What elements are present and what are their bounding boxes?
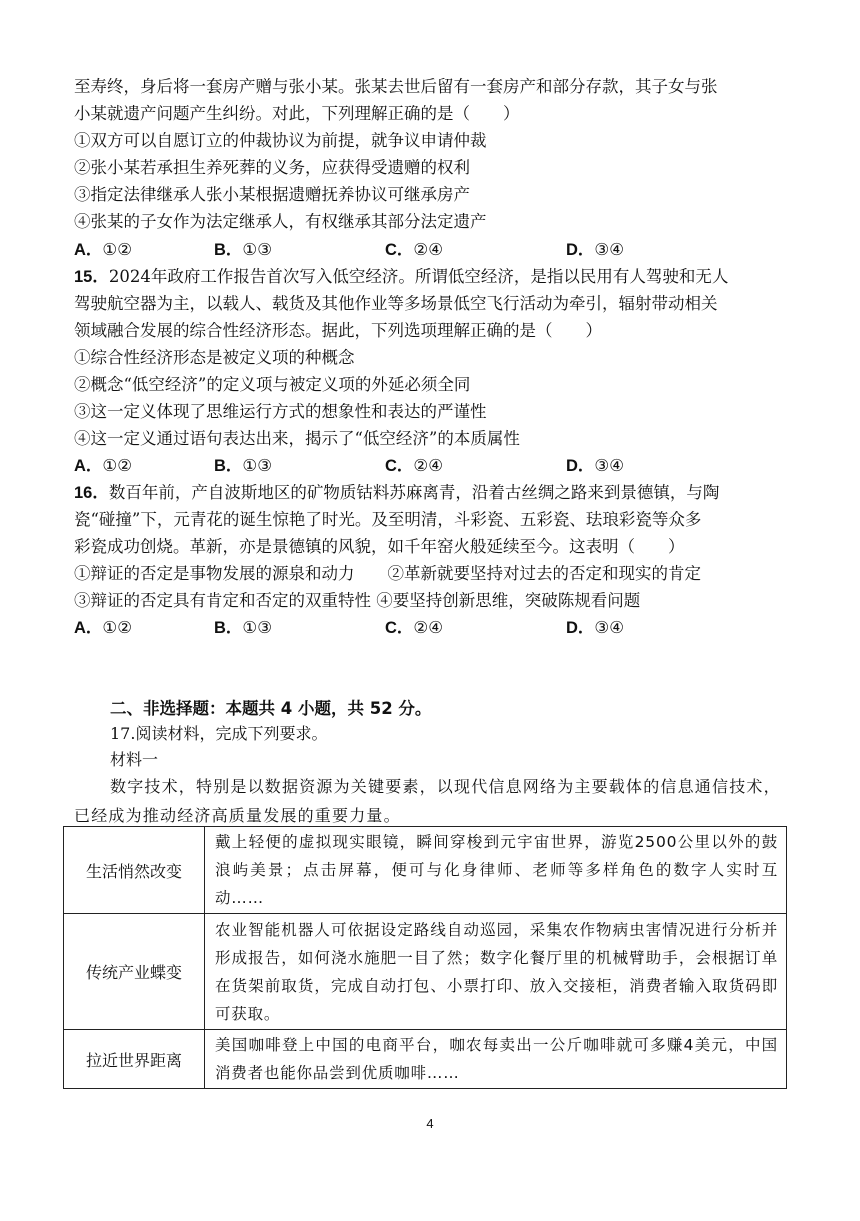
table-row [64,1030,787,1089]
q15-statement-3: ③这一定义体现了思维运行方式的想象性和表达的严谨性 [74,402,487,421]
table-row-key: 传统产业蝶变 [64,914,205,1030]
q15-option-d[interactable]: D．③④ [566,456,625,475]
q14-statement-3: ③指定法律继承人张小某根据遗赠抚养协议可继承房产 [74,185,470,204]
q16-options [74,614,794,641]
table-row-key: 生活悄然改变 [64,827,205,914]
q14-options [74,236,794,263]
q15-statement-4: ④这一定义通过语句表达出来，揭示了“低空经济”的本质属性 [74,429,520,448]
q16-option-d[interactable]: D．③④ [566,618,625,637]
table-row [64,914,787,1030]
q14-statement-1: ①双方可以自愿订立的仲裁协议为前提，就争议申请仲裁 [74,131,487,150]
section-heading: 二、非选择题：本题共 4 小题，共 52 分。 [110,699,432,718]
q14-option-a[interactable]: A．①② [74,240,133,259]
q15-option-a[interactable]: A．①② [74,456,133,475]
table-row [64,827,787,914]
table-row-key: 拉近世界距离 [64,1030,205,1089]
table-row-value: 美国咖啡登上中国的电商平台，咖农每卖出一公斤咖啡就可多赚4美元，中国消费者也能你品尝到优质咖啡…… [205,1030,787,1089]
q16-option-c[interactable]: C．②④ [385,618,444,637]
q17-prompt: 17.阅读材料，完成下列要求。 [110,724,328,743]
q15-options [74,452,794,479]
q16-stem-line-3: 彩瓷成功创烧。革新，亦是景德镇的风貌，如千年窑火般延续至今。这表明（ ） [74,537,685,556]
table-row-value: 戴上轻便的虚拟现实眼镜，瞬间穿梭到元宇宙世界，游览2500公里以外的鼓浪屿美景；点击屏幕，便可与化身律师、老师等多样角色的数字人实时互动…… [205,827,787,914]
q14-statement-4: ④张某的子女作为法定继承人，有权继承其部分法定遗产 [74,212,487,231]
q16-option-a[interactable]: A．①② [74,618,133,637]
q16-number: 16． [74,484,109,502]
q14-stem-line-1: 至寿终，身后将一套房产赠与张小某。张某去世后留有一套房产和部分存款，其子女与张 [74,77,718,96]
material-table [63,826,787,1089]
q16-option-b[interactable]: B．①③ [214,618,273,637]
page-number: 4 [426,1116,434,1131]
table-row-value: 农业智能机器人可依据设定路线自动巡园，采集农作物病虫害情况进行分析并形成报告，如何浇水施肥一目了然；数字化餐厅里的机械臂助手，会根据订单在货架前取货，完成自动打包、小票打印、放入交接柜，消费者输入取货码即可获取。 [205,914,787,1030]
q15-statement-2: ②概念“低空经济”的定义项与被定义项的外延必须全同 [74,375,471,394]
q16-statements-1-2: ①辩证的否定是事物发展的源泉和动力 ②革新就要坚持对过去的否定和现实的肯定 [74,564,701,583]
q15-stem-line-1: 15．2024年政府工作报告首次写入低空经济。所谓低空经济，是指以民用有人驾驶和无人 [74,267,729,286]
q15-number: 15． [74,268,109,286]
q14-option-d[interactable]: D．③④ [566,240,625,259]
q15-option-b[interactable]: B．①③ [214,456,273,475]
q14-statement-2: ②张小某若承担生养死葬的义务，应获得受遗赠的权利 [74,158,470,177]
q15-statement-1: ①综合性经济形态是被定义项的种概念 [74,348,355,367]
material-paragraph: 数字技术，特别是以数据资源为关键要素，以现代信息网络为主要载体的信息通信技术，已经成为推动经济高质量发展的重要力量。 [74,777,781,825]
q15-option-c[interactable]: C．②④ [385,456,444,475]
q14-stem-line-2: 小某就遗产问题产生纠纷。对此，下列理解正确的是（ ） [74,104,520,123]
q14-option-b[interactable]: B．①③ [214,240,273,259]
q15-stem-line-2: 驾驶航空器为主，以载人、载货及其他作业等多场景低空飞行活动为牵引，辐射带动相关 [74,294,718,313]
q16-statements-3-4: ③辩证的否定具有肯定和否定的双重特性 ④要坚持创新思维，突破陈规看问题 [74,591,641,610]
material-label: 材料一 [110,750,159,769]
q15-stem-line-3: 领域融合发展的综合性经济形态。据此，下列选项理解正确的是（ ） [74,321,602,340]
q16-stem-line-1: 16．数百年前，产自波斯地区的矿物质钴料苏麻离青，沿着古丝绸之路来到景德镇，与陶 [74,483,720,502]
q16-stem-line-2: 瓷“碰撞”下，元青花的诞生惊艳了时光。及至明清，斗彩瓷、五彩瓷、珐琅彩瓷等众多 [74,510,702,529]
q14-option-c[interactable]: C．②④ [385,240,444,259]
